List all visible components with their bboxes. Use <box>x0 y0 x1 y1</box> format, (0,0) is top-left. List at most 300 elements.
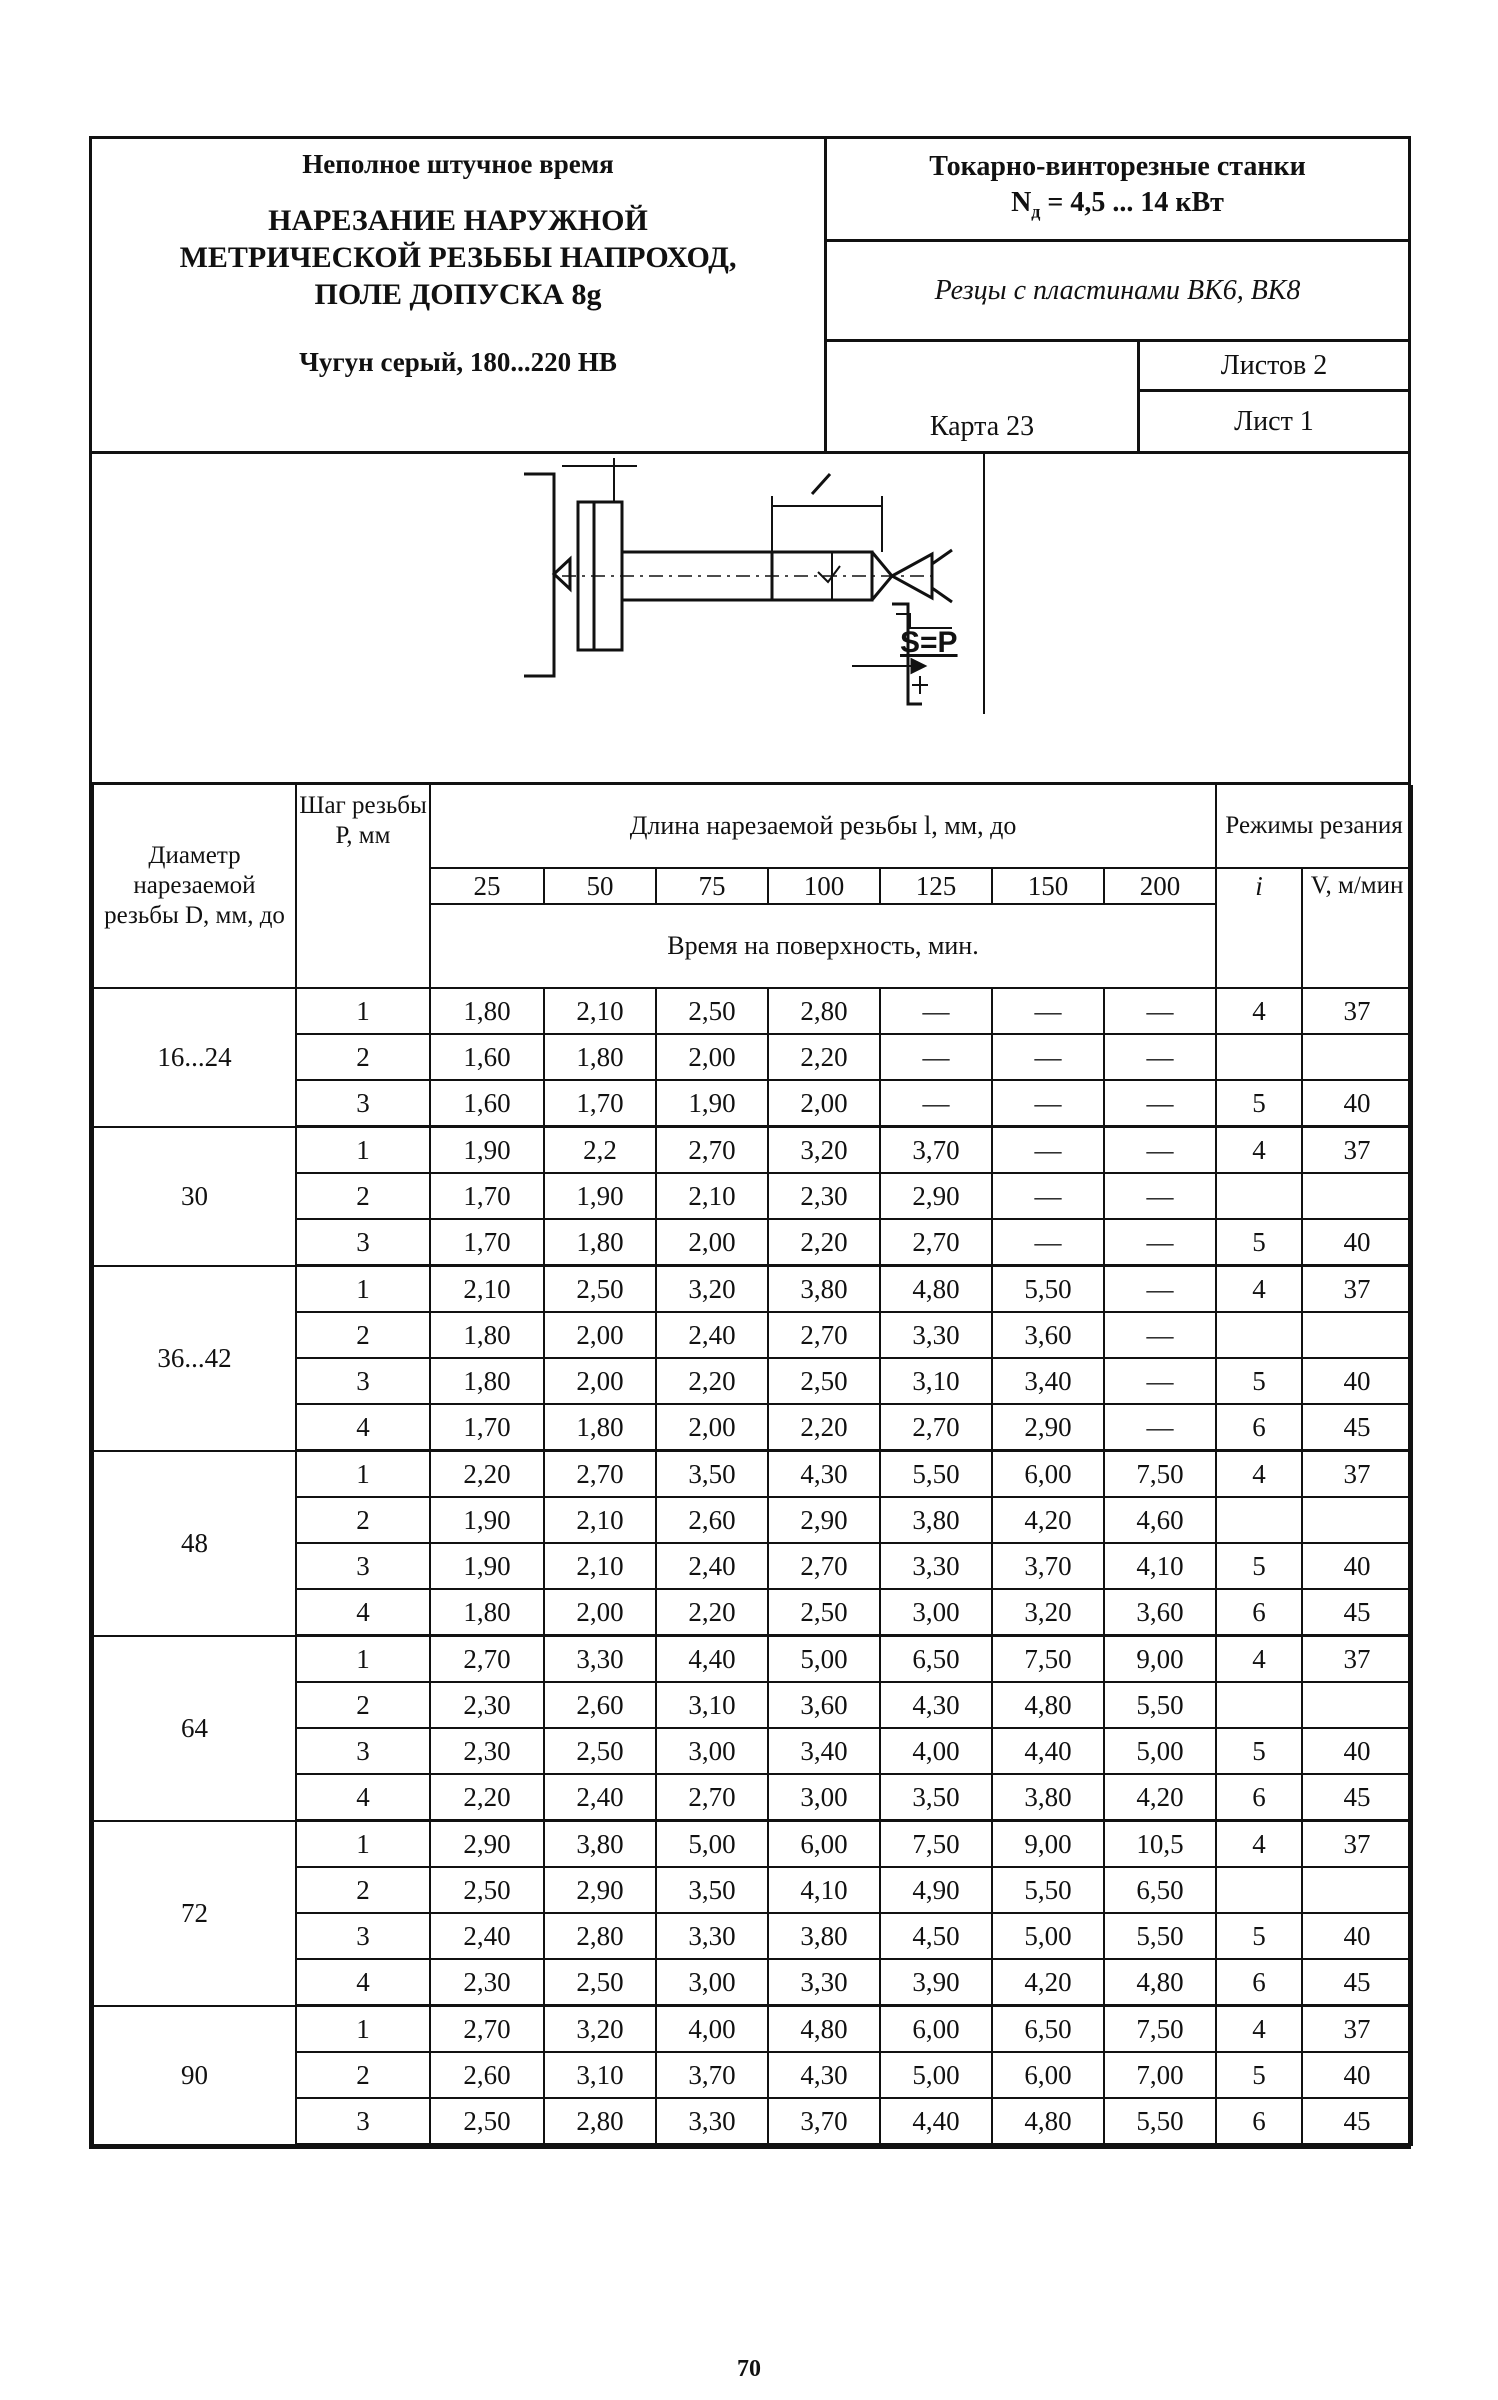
time-cell: 3,90 <box>880 1959 992 2006</box>
pitch-cell: 3 <box>296 2098 430 2145</box>
time-cell: 2,60 <box>430 2052 544 2098</box>
passes-cell: 6 <box>1216 2098 1302 2145</box>
time-cell: 4,10 <box>1104 1543 1216 1589</box>
time-cell: 2,60 <box>656 1497 768 1543</box>
passes-cell <box>1216 1682 1302 1728</box>
pitch-cell: 4 <box>296 1404 430 1451</box>
passes-cell: 6 <box>1216 1589 1302 1636</box>
time-cell: 3,80 <box>768 1913 880 1959</box>
card-number: Карта 23 <box>929 411 1035 442</box>
time-cell: 2,40 <box>656 1312 768 1358</box>
time-cell: 9,00 <box>992 1821 1104 1868</box>
diameter-cell: 90 <box>93 2006 296 2145</box>
passes-cell: 5 <box>1216 1728 1302 1774</box>
time-cell: 3,40 <box>768 1728 880 1774</box>
time-cell: 6,00 <box>992 1451 1104 1498</box>
time-cell: 2,20 <box>430 1451 544 1498</box>
time-cell: 3,60 <box>992 1312 1104 1358</box>
speed-cell <box>1302 1034 1412 1080</box>
speed-cell: 37 <box>1302 1127 1412 1174</box>
passes-cell <box>1216 1034 1302 1080</box>
time-cell: 2,70 <box>880 1219 992 1266</box>
time-cell: 1,90 <box>656 1080 768 1127</box>
time-cell: 2,70 <box>880 1404 992 1451</box>
speed-cell: 40 <box>1302 1543 1412 1589</box>
time-cell: 2,10 <box>544 988 656 1034</box>
time-cell: 2,10 <box>544 1497 656 1543</box>
time-cell: 7,50 <box>1104 2006 1216 2053</box>
time-cell: 2,20 <box>430 1774 544 1821</box>
time-cell: 2,50 <box>430 1867 544 1913</box>
card-number-cell <box>827 342 1140 451</box>
passes-cell <box>1216 1312 1302 1358</box>
power-subscript: д <box>1031 201 1041 222</box>
time-cell: 1,70 <box>430 1173 544 1219</box>
time-cell: 2,20 <box>656 1358 768 1404</box>
passes-cell: 5 <box>1216 2052 1302 2098</box>
time-cell: 3,10 <box>880 1358 992 1404</box>
time-cell: 2,70 <box>656 1127 768 1174</box>
time-cell: 3,50 <box>880 1774 992 1821</box>
pitch-cell: 3 <box>296 1913 430 1959</box>
norm-card <box>89 136 1411 2149</box>
time-cell: 3,50 <box>656 1451 768 1498</box>
time-cell: 1,80 <box>430 1312 544 1358</box>
time-cell: 2,50 <box>544 1728 656 1774</box>
time-cell: 2,20 <box>768 1404 880 1451</box>
diameter-cell: 36...42 <box>93 1266 296 1451</box>
time-cell: — <box>880 1034 992 1080</box>
time-cell: 4,80 <box>1104 1959 1216 2006</box>
power-label <box>827 187 1408 223</box>
time-cell: 2,80 <box>544 2098 656 2145</box>
time-cell: 3,30 <box>544 1636 656 1683</box>
time-cell: 4,80 <box>768 2006 880 2053</box>
time-cell: 2,50 <box>544 1959 656 2006</box>
time-cell: 2,00 <box>656 1034 768 1080</box>
time-cell: 2,40 <box>430 1913 544 1959</box>
time-cell: 5,50 <box>880 1451 992 1498</box>
time-cell: 3,70 <box>992 1543 1104 1589</box>
passes-cell: 6 <box>1216 1959 1302 2006</box>
time-cell: 3,30 <box>880 1543 992 1589</box>
time-cell: — <box>1104 1080 1216 1127</box>
pitch-cell: 2 <box>296 1867 430 1913</box>
material-label: Чугун серый, 180...220 НВ <box>299 347 617 377</box>
time-cell: 2,00 <box>544 1589 656 1636</box>
speed-cell <box>1302 1312 1412 1358</box>
time-cell: 2,90 <box>880 1173 992 1219</box>
diameter-cell: 72 <box>93 1821 296 2006</box>
time-cell: — <box>1104 1173 1216 1219</box>
title-line: ПОЛЕ ДОПУСКА 8g <box>314 278 602 311</box>
time-cell: 3,30 <box>768 1959 880 2006</box>
time-norm-table <box>92 785 1413 2146</box>
time-header: Время на поверхность, мин. <box>430 904 1216 988</box>
header-title <box>92 202 824 313</box>
pitch-cell: 2 <box>296 1173 430 1219</box>
pitch-cell: 2 <box>296 1312 430 1358</box>
time-cell: 1,80 <box>544 1219 656 1266</box>
time-cell: 4,80 <box>880 1266 992 1313</box>
time-cell: 3,40 <box>992 1358 1104 1404</box>
speed-cell: 40 <box>1302 1080 1412 1127</box>
time-cell: — <box>1104 1127 1216 1174</box>
time-cell: 2,50 <box>768 1358 880 1404</box>
speed-cell: 37 <box>1302 1636 1412 1683</box>
turning-sketch-drawing <box>92 454 1408 782</box>
table-row <box>93 1821 1412 1868</box>
time-cell: 6,50 <box>1104 1867 1216 1913</box>
time-cell: 3,00 <box>656 1728 768 1774</box>
time-cell: 2,40 <box>544 1774 656 1821</box>
time-cell: 2,50 <box>768 1589 880 1636</box>
diameter-cell: 30 <box>93 1127 296 1266</box>
title-line: НАРЕЗАНИЕ НАРУЖНОЙ <box>268 204 648 237</box>
time-cell: 1,90 <box>430 1543 544 1589</box>
passes-cell: 4 <box>1216 2006 1302 2053</box>
pitch-cell: 1 <box>296 1266 430 1313</box>
time-cell: 3,60 <box>768 1682 880 1728</box>
time-cell: 1,60 <box>430 1034 544 1080</box>
col-diameter-header: Диаметр нарезаемой резьбы D, мм, до <box>93 785 296 988</box>
time-cell: 5,50 <box>1104 2098 1216 2145</box>
time-cell: — <box>992 988 1104 1034</box>
time-cell: 3,20 <box>544 2006 656 2053</box>
time-cell: 4,40 <box>880 2098 992 2145</box>
table-row <box>93 1266 1412 1313</box>
pitch-cell: 1 <box>296 1636 430 1683</box>
time-cell: 2,80 <box>768 988 880 1034</box>
time-cell: 2,10 <box>544 1543 656 1589</box>
chuck-bracket <box>524 474 554 676</box>
speed-cell: 37 <box>1302 1451 1412 1498</box>
passes-cell: 4 <box>1216 1266 1302 1313</box>
time-cell: 4,30 <box>768 1451 880 1498</box>
time-cell: 7,50 <box>880 1821 992 1868</box>
speed-cell: 45 <box>1302 1404 1412 1451</box>
pitch-cell: 1 <box>296 2006 430 2053</box>
speed-cell: 40 <box>1302 1913 1412 1959</box>
time-cell: 5,50 <box>992 1867 1104 1913</box>
time-cell: 2,20 <box>768 1219 880 1266</box>
time-cell: — <box>1104 1312 1216 1358</box>
pitch-cell: 1 <box>296 1127 430 1174</box>
speed-cell: 45 <box>1302 1959 1412 2006</box>
time-cell: 4,30 <box>880 1682 992 1728</box>
time-cell: 4,40 <box>656 1636 768 1683</box>
time-cell: 4,20 <box>992 1959 1104 2006</box>
speed-cell <box>1302 1497 1412 1543</box>
center-left <box>554 559 570 589</box>
time-cell: 4,20 <box>992 1497 1104 1543</box>
sheet-number: Лист 1 <box>1234 405 1314 437</box>
time-cell: 4,90 <box>880 1867 992 1913</box>
time-cell: 1,80 <box>544 1034 656 1080</box>
speed-cell: 40 <box>1302 2052 1412 2098</box>
time-cell: 4,60 <box>1104 1497 1216 1543</box>
time-cell: 2,90 <box>430 1821 544 1868</box>
time-cell: 5,00 <box>656 1821 768 1868</box>
col-pitch-header: Шаг резьбы Р, мм <box>296 785 430 988</box>
passes-cell: 4 <box>1216 1451 1302 1498</box>
length-header-cell: 100 <box>768 868 880 904</box>
pitch-cell: 2 <box>296 1034 430 1080</box>
time-cell: 2,10 <box>430 1266 544 1313</box>
time-cell: 1,70 <box>430 1219 544 1266</box>
passes-cell <box>1216 1173 1302 1219</box>
pitch-cell: 3 <box>296 1358 430 1404</box>
pitch-cell: 4 <box>296 1959 430 2006</box>
length-header-cell: 50 <box>544 868 656 904</box>
length-label-mark <box>812 474 830 494</box>
speed-cell: 37 <box>1302 2006 1412 2053</box>
time-cell: 3,10 <box>544 2052 656 2098</box>
machine-label: Токарно-винторезные станки <box>929 151 1306 182</box>
pitch-cell: 4 <box>296 1774 430 1821</box>
time-cell: 4,00 <box>656 2006 768 2053</box>
col-i-header: i <box>1216 868 1302 988</box>
time-cell: 6,00 <box>880 2006 992 2053</box>
table-row <box>93 1127 1412 1174</box>
time-cell: 4,50 <box>880 1913 992 1959</box>
table-body <box>93 988 1412 2145</box>
card-header <box>92 139 1408 454</box>
passes-cell: 5 <box>1216 1080 1302 1127</box>
pitch-cell: 1 <box>296 1821 430 1868</box>
time-cell: 1,90 <box>544 1173 656 1219</box>
passes-cell: 4 <box>1216 1127 1302 1174</box>
time-cell: 2,2 <box>544 1127 656 1174</box>
time-cell: — <box>880 988 992 1034</box>
length-header-cell: 25 <box>430 868 544 904</box>
time-cell: 4,30 <box>768 2052 880 2098</box>
time-cell: 2,70 <box>430 2006 544 2053</box>
time-cell: 2,90 <box>544 1867 656 1913</box>
length-header-cell: 125 <box>880 868 992 904</box>
time-cell: 3,70 <box>768 2098 880 2145</box>
passes-cell <box>1216 1497 1302 1543</box>
time-cell: 3,30 <box>656 1913 768 1959</box>
time-cell: 5,50 <box>992 1266 1104 1313</box>
time-cell: 2,30 <box>768 1173 880 1219</box>
time-cell: 2,00 <box>768 1080 880 1127</box>
time-cell: 3,00 <box>768 1774 880 1821</box>
speed-cell: 45 <box>1302 1589 1412 1636</box>
speed-cell: 37 <box>1302 1821 1412 1868</box>
time-cell: 7,50 <box>1104 1451 1216 1498</box>
time-cell: 2,00 <box>656 1219 768 1266</box>
time-cell: 1,80 <box>430 1358 544 1404</box>
table-row <box>93 1451 1412 1498</box>
cutter-tip <box>818 566 840 582</box>
time-cell: — <box>1104 1034 1216 1080</box>
time-cell: 5,00 <box>768 1636 880 1683</box>
col-length-header: Длина нарезаемой резьбы l, мм, до <box>430 785 1216 868</box>
time-cell: 1,60 <box>430 1080 544 1127</box>
passes-cell: 5 <box>1216 1358 1302 1404</box>
time-cell: — <box>992 1080 1104 1127</box>
speed-cell <box>1302 1682 1412 1728</box>
time-cell: 2,70 <box>544 1451 656 1498</box>
table-row <box>93 2006 1412 2053</box>
time-cell: 2,20 <box>656 1589 768 1636</box>
time-cell: 3,20 <box>992 1589 1104 1636</box>
speed-cell: 37 <box>1302 1266 1412 1313</box>
time-cell: 3,80 <box>880 1497 992 1543</box>
time-cell: 3,00 <box>656 1959 768 2006</box>
passes-cell: 4 <box>1216 1821 1302 1868</box>
header-title-block <box>92 139 827 451</box>
tools-label: Резцы с пластинами ВК6, ВК8 <box>827 242 1408 342</box>
passes-cell: 5 <box>1216 1219 1302 1266</box>
time-cell: 2,50 <box>430 2098 544 2145</box>
time-cell: — <box>992 1034 1104 1080</box>
time-cell: 3,10 <box>656 1682 768 1728</box>
power-symbol: N <box>1011 187 1032 218</box>
col-v-header: V, м/мин <box>1302 868 1412 988</box>
time-cell: 3,30 <box>656 2098 768 2145</box>
time-cell: 5,50 <box>1104 1682 1216 1728</box>
table-row <box>93 1636 1412 1683</box>
time-cell: 2,30 <box>430 1682 544 1728</box>
pitch-cell: 2 <box>296 1682 430 1728</box>
time-cell: 3,20 <box>656 1266 768 1313</box>
passes-cell <box>1216 1867 1302 1913</box>
time-cell: 3,20 <box>768 1127 880 1174</box>
time-cell: 10,5 <box>1104 1821 1216 1868</box>
speed-cell: 40 <box>1302 1728 1412 1774</box>
time-cell: 7,50 <box>992 1636 1104 1683</box>
diameter-cell: 64 <box>93 1636 296 1821</box>
time-cell: 2,40 <box>656 1543 768 1589</box>
time-cell: — <box>1104 1404 1216 1451</box>
time-cell: 6,00 <box>768 1821 880 1868</box>
pitch-cell: 3 <box>296 1080 430 1127</box>
time-cell: 6,50 <box>992 2006 1104 2053</box>
feed-arrowhead <box>912 660 924 672</box>
speed-cell: 45 <box>1302 2098 1412 2145</box>
time-cell: 6,50 <box>880 1636 992 1683</box>
length-header-cell: 200 <box>1104 868 1216 904</box>
diameter-cell: 16...24 <box>93 988 296 1127</box>
table-row <box>93 988 1412 1034</box>
sheets-total: Листов 2 <box>1140 342 1408 392</box>
time-cell: 2,70 <box>768 1312 880 1358</box>
time-cell: — <box>1104 988 1216 1034</box>
time-cell: 1,70 <box>544 1080 656 1127</box>
header-subtitle: Неполное штучное время <box>302 149 614 179</box>
time-cell: 4,80 <box>992 2098 1104 2145</box>
time-cell: 3,00 <box>880 1589 992 1636</box>
passes-cell: 4 <box>1216 1636 1302 1683</box>
time-cell: 2,10 <box>656 1173 768 1219</box>
title-line: МЕТРИЧЕСКОЙ РЕЗЬБЫ НАПРОХОД, <box>179 241 737 274</box>
speed-cell: 37 <box>1302 988 1412 1034</box>
machine-cell <box>827 139 1408 242</box>
time-cell: — <box>992 1127 1104 1174</box>
time-cell: — <box>1104 1358 1216 1404</box>
speed-cell <box>1302 1867 1412 1913</box>
time-cell: 1,90 <box>430 1127 544 1174</box>
time-cell: 3,50 <box>656 1867 768 1913</box>
time-cell: 2,50 <box>544 1266 656 1313</box>
speed-cell: 40 <box>1302 1219 1412 1266</box>
time-cell: 5,50 <box>1104 1913 1216 1959</box>
time-cell: — <box>1104 1266 1216 1313</box>
time-cell: 1,70 <box>430 1404 544 1451</box>
time-cell: — <box>992 1219 1104 1266</box>
page-number: 70 <box>737 2356 761 2382</box>
time-cell: 2,00 <box>544 1312 656 1358</box>
feed-label: S=P <box>900 626 958 659</box>
time-cell: 4,40 <box>992 1728 1104 1774</box>
time-cell: 1,80 <box>430 988 544 1034</box>
time-cell: 2,00 <box>544 1358 656 1404</box>
time-cell: 3,80 <box>992 1774 1104 1821</box>
pitch-cell: 1 <box>296 1451 430 1498</box>
time-cell: 2,60 <box>544 1682 656 1728</box>
passes-cell: 5 <box>1216 1913 1302 1959</box>
time-cell: — <box>1104 1219 1216 1266</box>
speed-cell: 40 <box>1302 1358 1412 1404</box>
time-cell: 4,20 <box>1104 1774 1216 1821</box>
plus-mark <box>912 676 928 694</box>
time-cell: 6,00 <box>992 2052 1104 2098</box>
time-cell: 2,30 <box>430 1959 544 2006</box>
time-cell: 4,10 <box>768 1867 880 1913</box>
time-cell: 2,50 <box>656 988 768 1034</box>
passes-cell: 6 <box>1216 1404 1302 1451</box>
time-cell: 2,70 <box>430 1636 544 1683</box>
speed-cell <box>1302 1173 1412 1219</box>
time-cell: 5,00 <box>1104 1728 1216 1774</box>
time-cell: 4,80 <box>992 1682 1104 1728</box>
time-cell: 2,20 <box>768 1034 880 1080</box>
time-cell: 1,80 <box>430 1589 544 1636</box>
pitch-cell: 3 <box>296 1728 430 1774</box>
time-cell: 7,00 <box>1104 2052 1216 2098</box>
time-cell: 3,70 <box>656 2052 768 2098</box>
time-cell: 3,70 <box>880 1127 992 1174</box>
pitch-cell: 2 <box>296 1497 430 1543</box>
time-cell: 3,60 <box>1104 1589 1216 1636</box>
time-cell: — <box>880 1080 992 1127</box>
pitch-cell: 4 <box>296 1589 430 1636</box>
time-cell: 5,00 <box>992 1913 1104 1959</box>
tailstock-mark <box>932 550 952 602</box>
time-cell: 3,80 <box>768 1266 880 1313</box>
passes-cell: 4 <box>1216 988 1302 1034</box>
time-cell: 2,70 <box>656 1774 768 1821</box>
time-cell: 2,30 <box>430 1728 544 1774</box>
col-modes-header: Режимы резания <box>1216 785 1412 868</box>
time-cell: 3,30 <box>880 1312 992 1358</box>
passes-cell: 6 <box>1216 1774 1302 1821</box>
pitch-cell: 3 <box>296 1543 430 1589</box>
time-cell: 2,90 <box>768 1497 880 1543</box>
pitch-cell: 1 <box>296 988 430 1034</box>
power-value: = 4,5 ... 14 кВт <box>1040 187 1224 218</box>
time-cell: 5,00 <box>880 2052 992 2098</box>
time-cell: 1,90 <box>430 1497 544 1543</box>
pitch-cell: 3 <box>296 1219 430 1266</box>
speed-cell: 45 <box>1302 1774 1412 1821</box>
time-cell: 3,80 <box>544 1821 656 1868</box>
setup-sketch <box>92 454 1408 785</box>
length-header-cell: 150 <box>992 868 1104 904</box>
time-cell: 2,70 <box>768 1543 880 1589</box>
